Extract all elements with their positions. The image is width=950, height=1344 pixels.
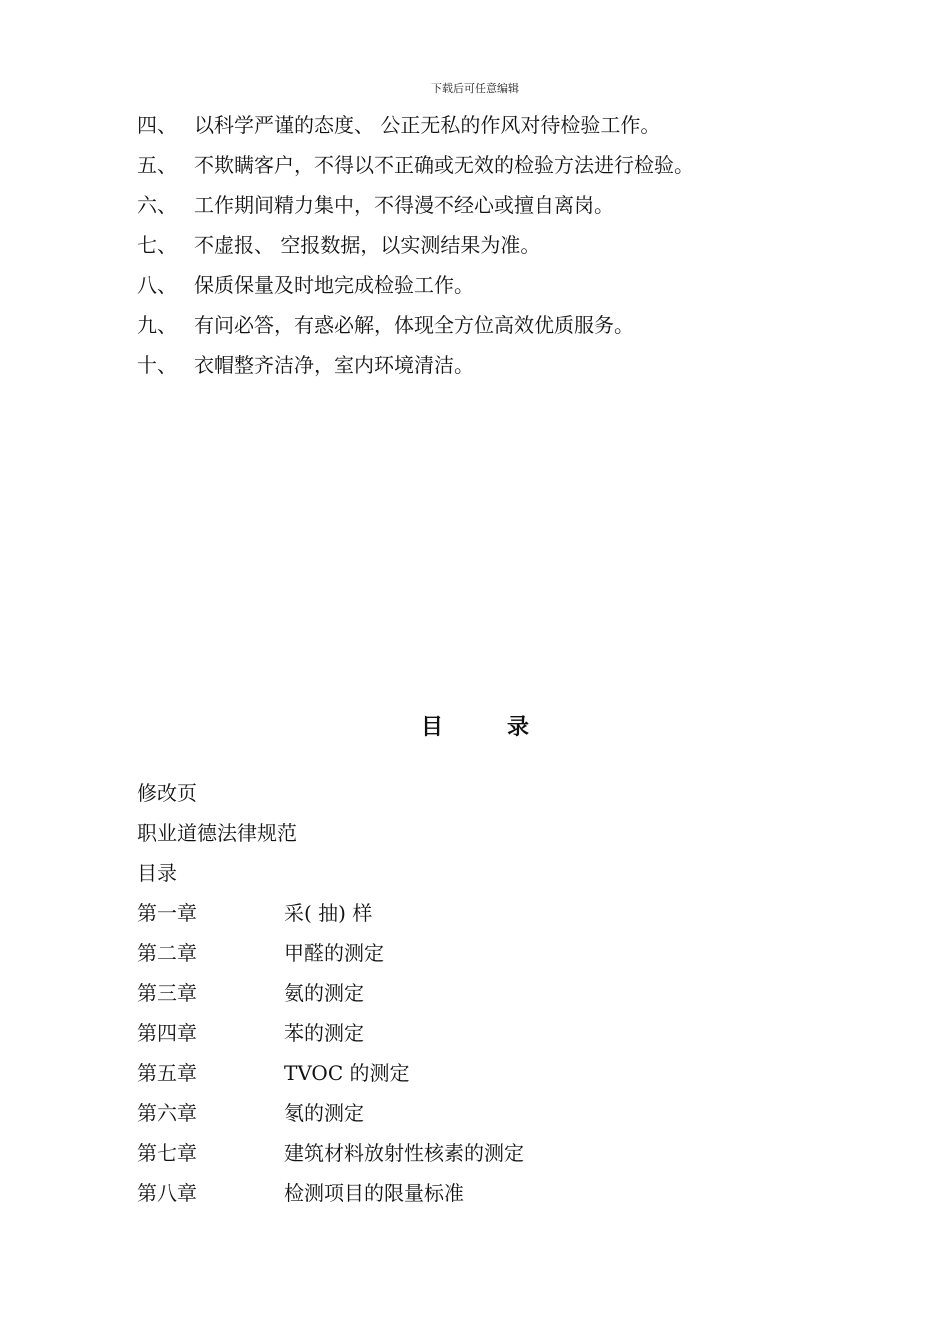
rule-number: 四、 — [137, 113, 177, 137]
rule-item — [137, 108, 877, 148]
chapter-number: 第三章 — [137, 981, 197, 1005]
chapter-number: 第一章 — [137, 901, 197, 925]
chapter-title: 检测项目的限量标准 — [284, 1181, 464, 1205]
rule-text: 不虚报、 空报数据，以实测结果为准。 — [194, 233, 541, 257]
toc-item[interactable]: 修改页 — [137, 781, 197, 805]
rule-item — [137, 268, 877, 308]
chapter-number: 第七章 — [137, 1141, 197, 1165]
chapter-title: 氨的测定 — [284, 981, 364, 1005]
rule-text: 不欺瞒客户，不得以不正确或无效的检验方法进行检验。 — [194, 153, 694, 177]
toc-chapter-item[interactable] — [137, 1135, 837, 1175]
toc-chapter-item[interactable] — [137, 1175, 837, 1215]
toc-item[interactable]: 目录 — [137, 861, 177, 885]
toc-item[interactable]: 职业道德法律规范 — [137, 821, 297, 845]
rule-number: 九、 — [137, 313, 177, 337]
chapter-title: TVOC 的测定 — [284, 1061, 410, 1085]
rule-number: 八、 — [137, 273, 177, 297]
rule-item — [137, 148, 877, 188]
toc-chapter-item[interactable] — [137, 895, 837, 935]
toc-chapter-item[interactable] — [137, 1095, 837, 1135]
rule-number: 七、 — [137, 233, 177, 257]
toc-title: 目录 — [420, 714, 593, 740]
rule-item — [137, 228, 877, 268]
chapter-number: 第六章 — [137, 1101, 197, 1125]
toc-chapter-item[interactable] — [137, 975, 837, 1015]
chapter-title: 甲醛的测定 — [284, 941, 384, 965]
rule-text: 衣帽整齐洁净，室内环境清洁。 — [194, 353, 474, 377]
chapter-title: 采( 抽) 样 — [284, 901, 373, 925]
chapter-number: 第四章 — [137, 1021, 197, 1045]
chapter-number: 第五章 — [137, 1061, 197, 1085]
rule-number: 十、 — [137, 353, 177, 377]
toc-chapter-item[interactable] — [137, 1015, 837, 1055]
rule-text: 保质保量及时地完成检验工作。 — [194, 273, 474, 297]
rule-text: 有问必答，有惑必解，体现全方位高效优质服务。 — [194, 313, 634, 337]
chapter-title: 建筑材料放射性核素的测定 — [284, 1141, 524, 1165]
rule-number: 五、 — [137, 153, 177, 177]
page-header: 下载后可任意编辑 — [431, 82, 519, 95]
toc-chapter-item[interactable] — [137, 1055, 837, 1095]
chapter-title: 苯的测定 — [284, 1021, 364, 1045]
chapter-number: 第八章 — [137, 1181, 197, 1205]
ethics-rules-list — [137, 108, 877, 388]
toc-chapter-item[interactable] — [137, 935, 837, 975]
rule-item — [137, 188, 877, 228]
rule-text: 工作期间精力集中，不得漫不经心或擅自离岗。 — [194, 193, 614, 217]
chapter-title: 氡的测定 — [284, 1101, 364, 1125]
table-of-contents — [137, 775, 837, 1215]
rule-item — [137, 308, 877, 348]
rule-item — [137, 348, 877, 388]
chapter-number: 第二章 — [137, 941, 197, 965]
rule-number: 六、 — [137, 193, 177, 217]
rule-text: 以科学严谨的态度、 公正无私的作风对待检验工作。 — [194, 113, 661, 137]
